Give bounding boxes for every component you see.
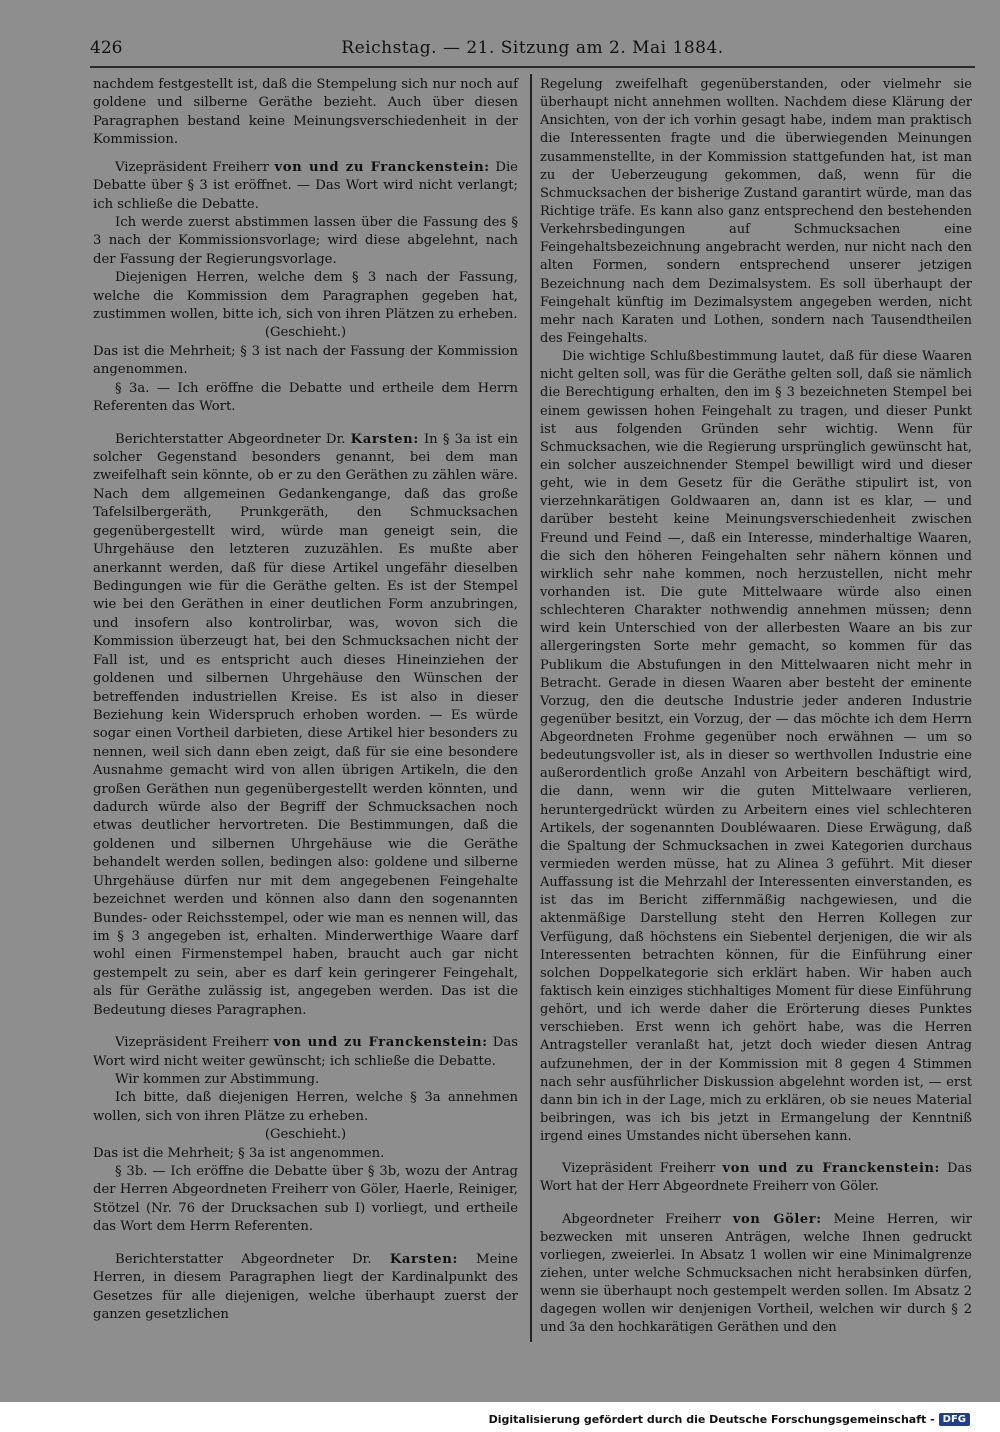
- paragraph: Diejenigen Herren, welche dem § 3 nach der Fassung, welche die Kommission dem Paragraphen gegeben hat, zustimmen wollen, bitte ich, sich von ihren Plätzen zu erheben.: [93, 270, 518, 323]
- page-number: 426: [90, 38, 123, 58]
- speech-paragraph: [93, 1034, 518, 1071]
- speaker-title: Vizepräsident Freiherr: [562, 1161, 716, 1177]
- paragraph: Das ist die Mehrheit; § 3 ist nach der Fassung der Kommission angenommen.: [93, 343, 518, 378]
- stage-direction: (Geschieht.): [264, 325, 347, 341]
- speaker-name: von und zu Franckenstein:: [273, 1035, 488, 1051]
- header-rule: [90, 66, 975, 68]
- paragraph: Wir kommen zur Abstimmung.: [115, 1071, 320, 1087]
- footer: [489, 1413, 970, 1426]
- paragraph: § 3a. — Ich eröffne die Debatte und ertheile dem Herrn Referenten das Wort.: [93, 380, 518, 415]
- paragraph: Ich bitte, daß diejenigen Herren, welche § 3a annehmen wollen, sich von ihren Plätze zu erheben.: [93, 1090, 518, 1124]
- dfg-logo: DFG: [939, 1413, 970, 1426]
- stage-direction: (Geschieht.): [264, 1127, 347, 1143]
- paragraph: Regelung zweifelhaft gegenüberstanden, oder vielmehr sie überhaupt nicht annehmen wollten. Nachdem diese Klärung der Ansichten, von der ich vorhin gesagt habe, indem man praktisch die Interessenten fragte und die überwiegenden Meinungen zusammenstellte, in der Kommission stattgefunden hat, ist man zu der Ueberzeugung gekommen, daß, wenn für die Schmucksachen der bisherige Zustand garantirt würde, man das Richtige träfe. Es kann also ganz entsprechend den bestehenden Verkehrsbedingungen auf Schmucksachen eine Feingehaltsbezeichnung angebracht werden, nur nicht nach den alten Formen, sondern entsprechend unserer jetzigen Bezeichnung nach dem Dezimalsystem. Es soll überhaupt der Feingehalt künftig im Dezimalsystem angegeben werden, nicht mehr nach Karaten und Lothen, sondern nach Tausendtheilen des Feingehalts.: [540, 77, 972, 346]
- speech-paragraph: [93, 431, 518, 1021]
- right-column: [540, 76, 972, 1338]
- speech-text: Das Wort wird nicht weiter gewünscht; ich schließe die Debatte.: [93, 1035, 518, 1069]
- speaker-name: Karsten:: [350, 431, 419, 447]
- speaker-title: Berichterstatter Abgeordneter Dr.: [115, 1251, 372, 1267]
- speech-text: Die Debatte über § 3 ist eröffnet. — Das Wort wird nicht verlangt; ich schließe die Debatte.: [93, 159, 518, 212]
- paragraph: Die wichtige Schlußbestimmung lautet, daß für diese Waaren nicht gelten soll, was für die Geräthe gelten soll, daß sie nämlich die Berechtigung erhalten, den im § 3 bezeichneten Stempel bei einem gewissen hohen Feingehalt zu tragen, und dieser Punkt ist aus folgenden Gründen sehr wichtig. Wenn für Schmucksachen, wie die Regierung ursprünglich gewünscht hat, ein solcher auszeichnender Stempel bewilligt wird und dieser geht, wie in dem Gesetz für die Geräthe stipulirt ist, von vierzehnkarätigen Goldwaaren an, dann ist es klar, — und darüber besteht keine Meinungsverschiedenheit zwischen Freund und Feind —, daß ein Interesse, minderhaltige Waaren, die sich den höheren Feingehalten sehr nähern können und wirklich sehr nahe kommen, noch herzustellen, nicht mehr vorhanden ist. Die gute Mittelwaare würde also einen schlechteren Charakter nothwendig annehmen müssen; denn wird kein Unterschied von der allerbesten Waare an bis zur allergeringsten Sorte mehr gemacht, so kommen für das Publikum die Abstufungen in den Mittelwaaren nicht mehr in Betracht. Gerade in diesen Waaren aber besteht der eminente Vorzug, den die deutsche Industrie jeder anderen Industrie gegenüber besitzt, ein Vorzug, der — das möchte ich dem Herrn Abgeordneten Frohme gegenüber noch erwähnen — um so bedeutungsvoller ist, als in dieser so werthvollen Industrie eine außerordentlich große Anzahl von Arbeitern beschäftigt wird, die dann, wenn wir die guten Mittelwaare verlieren, heruntergedrückt würden zu Arbeitern eines viel schlechteren Artikels, der sogenannten Doubléwaaren. Diese Erwägung, daß die Spaltung der Schmucksachen in zwei Kategorien durchaus vermieden werden müsse, hat zu Alinea 3 geführt. Mit dieser Auffassung ist die Mehrzahl der Interessenten einverstanden, es ist das im Bericht ziffernmäßig nachgewiesen, und die aktenmäßige Darstellung steht den Herren Kollegen zur Verfügung, daß höchstens ein Siebentel derjenigen, die wir als Interessenten betrachten können, für die Einführung einer solchen Doppelkategorie sich erklärt haben. Wir haben auch faktisch kein einziges stichhaltiges Moment für diese Einführung gehört, und ich werde daher die Erörterung dieses Punktes verschieben. Erst wenn ich gehört habe, was die Herren Antragsteller veranlaßt hat, jetzt doch wieder diesen Antrag aufzunehmen, der in der Kommission mit 8 gegen 4 Stimmen nach sehr ausführlicher Diskussion abgelehnt worden ist, — erst dann bin ich in der Lage, mich zu erklären, ob sie neues Material beibringen, was ich bis jetzt in Ermangelung der Kenntniß irgend eines Umstandes nicht übersehen kann.: [540, 349, 972, 1145]
- column-divider: [530, 74, 532, 1342]
- footer-credit: Digitalisierung gefördert durch die Deutsche Forschungsgemeinschaft -: [488, 1413, 935, 1426]
- paragraph: § 3b. — Ich eröffne die Debatte über § 3b, wozu der Antrag der Herren Abgeordneten Freiherr von Göler, Haerle, Reiniger, Stötzel (Nr. 76 der Drucksachen sub I) vorliegt, und ertheile das Wort dem Herrn Referenten.: [93, 1164, 518, 1235]
- speaker-name: von Göler:: [732, 1211, 822, 1227]
- speech-paragraph: [540, 1160, 972, 1196]
- speaker-name: von und zu Franckenstein:: [722, 1161, 940, 1177]
- running-head: Reichstag. — 21. Sitzung am 2. Mai 1884.: [341, 38, 724, 58]
- left-column: [93, 76, 518, 1324]
- speech-text: Meine Herren, in diesem Paragraphen liegt der Kardinalpunkt des Gesetzes für alle diejenigen, welche überhaupt zuerst der ganzen gesetzlichen: [93, 1251, 518, 1322]
- speech-paragraph: [540, 1211, 972, 1338]
- paragraph: Das ist die Mehrheit; § 3a ist angenommen.: [93, 1145, 385, 1161]
- speech-paragraph: [93, 1251, 518, 1325]
- speech-text: Meine Herren, wir bezwecken mit unseren Anträgen, welche Ihnen gedruckt vorliegen, zweierlei. In Absatz 1 wollen wir eine Minimalgrenze ziehen, unter welche Schmucksachen nicht herabsinken dürfen, wenn sie überhaupt noch gestempelt werden sollen. Im Absatz 2 dagegen wollen wir denjenigen Vortheil, welchen wir durch § 2 und 3a den hochkarätigen Geräthen und den: [540, 1211, 972, 1336]
- paragraph: Ich werde zuerst abstimmen lassen über die Fassung des § 3 nach der Kommissionsvorlage; wird diese abgelehnt, nach der Fassung der Regierungsvorlage.: [93, 214, 518, 267]
- speaker-title: Vizepräsident Freiherr: [115, 1035, 269, 1051]
- speaker-title: Abgeordneter Freiherr: [562, 1211, 721, 1227]
- page-header: [90, 38, 975, 64]
- speech-paragraph: [93, 159, 518, 214]
- speaker-name: von und zu Franckenstein:: [274, 159, 490, 175]
- speech-text: Das Wort hat der Herr Abgeordnete Freiherr von Göler.: [540, 1161, 972, 1195]
- speaker-title: Berichterstatter Abgeordneter Dr.: [115, 431, 346, 447]
- paragraph: nachdem festgestellt ist, daß die Stempelung sich nur noch auf goldene und silberne Geräthe bezieht. Auch über diesen Paragraphen bestand keine Meinungsverschiedenheit in der Kommission.: [93, 77, 518, 148]
- speaker-name: Karsten:: [389, 1251, 458, 1267]
- speech-text: In § 3a ist ein solcher Gegenstand besonders genannt, bei dem man zweifelhaft sein könnte, ob er zu den Geräthen zu zählen wäre. Nach dem allgemeinen Gedankengange, daß das große Tafelsilbergeräth, Prunkgeräth, den Schmucksachen gegenübergestellt wird, würde man geneigt sein, die Uhrgehäuse den letzteren zuzuzählen. Es mußte aber anerkannt werden, daß für diese Artikel ungefähr dieselben Bedingungen wie für die Geräthe gelten. Es ist der Stempel wie bei den Geräthen in einer deutlichen Form anzubringen, und insofern also kontrolirbar, was, wovon sich die Kommission überzeugt hat, bei den Schmucksachen nicht der Fall ist, und es entspricht auch dieses Hineinziehen der goldenen und silbernen Uhrgehäuse den Wünschen der betreffenden industriellen Kreise. Es ist also in dieser Beziehung kein Widerspruch erhoben worden. — Es würde sogar einen Vortheil darbieten, diese Artikel hier besonders zu nennen, weil sich dann eben zeigt, daß für sie eine besondere Ausnahme gemacht wird von allen übrigen Artikeln, die den großen Geräthen nun gegenübergestellt werden könnten, und dadurch würde also der Begriff der Schmucksachen noch etwas deutlicher hervortreten. Die Bestimmungen, daß die goldenen und silbernen Uhrgehäuse wie die Geräthe behandelt werden sollen, bedingen also: goldene und silberne Uhrgehäuse dürfen nur mit dem angegebenen Feingehalte bezeichnet werden und können also dann den sogenannten Bundes- oder Reichsstempel, oder wie man es nennen will, das im § 3 angegeben ist, erhalten. Minderwerthige Waare darf wohl einen Firmenstempel haben, braucht auch gar nicht gestempelt zu sein, aber es darf kein geringerer Feingehalt, als für Geräthe zulässig ist, angegeben werden. Das ist die Bedeutung dieses Paragraphen.: [93, 431, 518, 1018]
- speaker-title: Vizepräsident Freiherr: [115, 159, 269, 175]
